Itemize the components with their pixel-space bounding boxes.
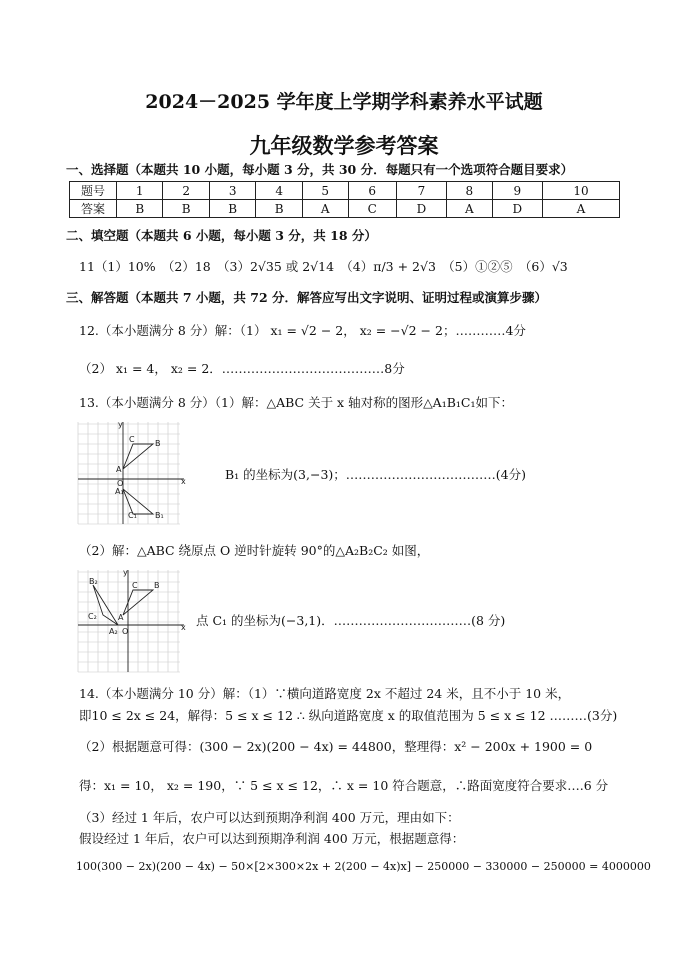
point-label-a: A <box>118 613 124 622</box>
point-label-c1: C₁ <box>128 511 137 520</box>
q14-line4: 得：x₁ = 10， x₂ = 190，∵ 5 ≤ x ≤ 12，∴ x = 10 符合题意，∴路面宽度符合要求….6 分 <box>79 778 609 793</box>
table-cell: C <box>348 200 396 218</box>
q14-line1: 14.（本小题满分 10 分）解：（1）∵横向道路宽度 2x 不超过 24 米，且不小于 10 米， <box>79 686 571 701</box>
point-label-a2: A₂ <box>109 627 118 636</box>
point-label-a: A <box>116 465 122 474</box>
q13-line2: （2）解：△ABC 绕原点 O 逆时针旋转 90°的△A₂B₂C₂ 如图， <box>79 543 430 558</box>
axis-label-y: y <box>123 568 128 577</box>
point-label-c: C <box>129 435 135 444</box>
table-cell: 10 <box>542 182 619 200</box>
q12-line2: （2） x₁ = 4， x₂ = 2．…………………………………8分 <box>79 361 405 376</box>
axis-label-y: y <box>118 420 123 429</box>
table-cell: D <box>492 200 542 218</box>
table-cell: 2 <box>163 182 209 200</box>
origin-label: O <box>122 627 129 636</box>
section1-heading: 一、选择题（本题共 10 小题，每小题 3 分，共 30 分．每题只有一个选项符合题目要求） <box>66 162 574 177</box>
point-label-c2: C₂ <box>88 612 97 621</box>
q14-line5: （3）经过 1 年后，农户可以达到预期净利润 400 万元，理由如下： <box>79 810 460 825</box>
table-cell: 9 <box>492 182 542 200</box>
table-cell: A <box>542 200 619 218</box>
table-cell: 5 <box>302 182 348 200</box>
table-cell: B <box>256 200 302 218</box>
table-cell: B <box>209 200 255 218</box>
table-cell: 4 <box>256 182 302 200</box>
row-label: 答案 <box>70 200 117 218</box>
q13-c1-coordinate: 点 C₁ 的坐标为(−3,1)．……………………………(8 分) <box>196 613 506 628</box>
page-subtitle: 九年级数学参考答案 <box>249 133 439 158</box>
point-label-b: B <box>155 439 161 448</box>
q14-line2: 即10 ≤ 2x ≤ 24，解得：5 ≤ x ≤ 12 ∴ 纵向道路宽度 x 的取值范围为 5 ≤ x ≤ 12 ………(3分) <box>79 708 618 723</box>
q11-answers: 11（1）10% （2）18 （3）2√35 或 2√14 （4）π/3 + 2√3 （5）①②⑤ （6）√3 <box>79 259 568 274</box>
q14-line3: （2）根据题意可得：(300 − 2x)(200 − 4x) = 44800，整理得：x² − 200x + 1900 = 0 <box>79 739 593 754</box>
table-row <box>70 200 620 218</box>
coordinate-grid-figure-1 <box>76 420 188 526</box>
axis-label-x: x <box>181 623 186 632</box>
table-cell: 1 <box>117 182 163 200</box>
table-cell: 3 <box>209 182 255 200</box>
table-cell: D <box>396 200 446 218</box>
row-label: 题号 <box>70 182 117 200</box>
q13-line1: 13.（本小题满分 8 分）（1）解：△ABC 关于 x 轴对称的图形△A₁B₁C₁如下： <box>79 395 513 410</box>
table-cell: 7 <box>396 182 446 200</box>
point-label-b: B <box>154 581 160 590</box>
q13-b1-coordinate: B₁ 的坐标为(3,−3)；………………………………(4分) <box>225 467 526 482</box>
section3-heading: 三、解答题（本题共 7 小题，共 72 分．解答应写出文字说明、证明过程或演算步骤） <box>66 290 548 305</box>
table-cell: B <box>117 200 163 218</box>
table-cell: B <box>163 200 209 218</box>
point-label-c: C <box>132 581 138 590</box>
section2-heading: 二、填空题（本题共 6 小题，每小题 3 分，共 18 分） <box>66 228 377 243</box>
q14-line6: 假设经过 1 年后，农户可以达到预期净利润 400 万元，根据题意得： <box>79 831 465 846</box>
table-cell: A <box>447 200 493 218</box>
q12-line1: 12.（本小题满分 8 分）解：（1） x₁ = √2 − 2， x₂ = −√2 − 2；…………4分 <box>79 323 526 338</box>
origin-label: O <box>117 479 124 488</box>
axis-label-x: x <box>181 477 186 486</box>
table-cell: 6 <box>348 182 396 200</box>
page-title: 2024－2025 学年度上学期学科素养水平试题 <box>145 91 543 113</box>
answer-table <box>69 181 620 218</box>
coordinate-grid-figure-2 <box>76 568 188 674</box>
point-label-b1: B₁ <box>155 511 164 520</box>
point-label-b2: B₂ <box>89 577 98 586</box>
table-cell: A <box>302 200 348 218</box>
point-label-a1: A₁ <box>115 487 124 496</box>
table-row <box>70 182 620 200</box>
table-cell: 8 <box>447 182 493 200</box>
q14-line7: 100(300 − 2x)(200 − 4x) − 50×[2×300×2x + 2(200 − 4x)x] − 250000 − 330000 − 250000 = 4000000 <box>76 860 651 873</box>
